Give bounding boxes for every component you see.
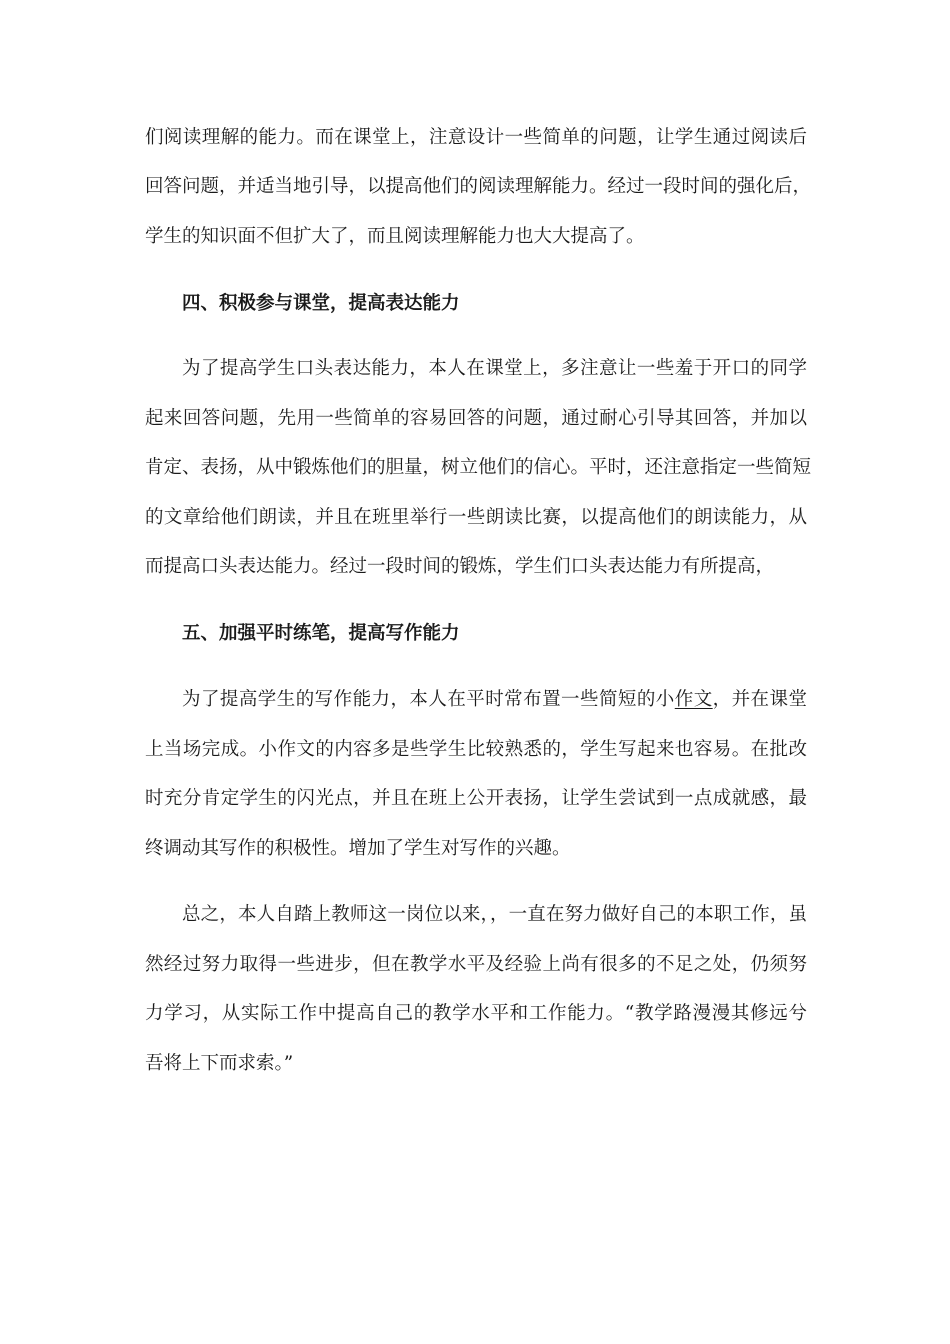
- paragraph-line: 回答问题，并适当地引导，以提高他们的阅读理解能力。经过一段时间的强化后，: [145, 176, 812, 197]
- paragraph-line: 学生的知识面不但扩大了，而且阅读理解能力也大大提高了。: [145, 226, 645, 247]
- underlined-link-text[interactable]: 作文: [674, 689, 713, 710]
- paragraph-line: 肯定、表扬，从中锻炼他们的胆量，树立他们的信心。平时，还注意指定一些简短: [145, 457, 812, 478]
- paragraph-line: 吾将上下而求索。”: [145, 1053, 294, 1074]
- paragraph-line: 总之，本人自踏上教师这一岗位以来，，一直在努力做好自己的本职工作，虽: [182, 904, 807, 925]
- paragraph-line: 终调动其写作的积极性。增加了学生对写作的兴趣。: [145, 838, 571, 859]
- paragraph-line: [182, 685, 807, 715]
- paragraph-line: 然经过努力取得一些进步，但在教学水平及经验上尚有很多的不足之处，仍须努: [145, 954, 807, 975]
- paragraph-text: ，并在课堂: [712, 689, 807, 710]
- section-heading-5: 五、加强平时练笔，提高写作能力: [182, 623, 460, 644]
- paragraph-line: 起来回答问题，先用一些简单的容易回答的问题，通过耐心引导其回答，并加以: [145, 408, 807, 429]
- section-heading-4: 四、积极参与课堂，提高表达能力: [182, 293, 460, 314]
- paragraph-line: 为了提高学生口头表达能力，本人在课堂上，多注意让一些羞于开口的同学: [182, 358, 807, 379]
- paragraph-line: 力学习，从实际工作中提高自己的教学水平和工作能力。“教学路漫漫其修远兮: [145, 1003, 807, 1024]
- paragraph-line: 时充分肯定学生的闪光点，并且在班上公开表扬，让学生尝试到一点成就感，最: [145, 788, 807, 809]
- paragraph-line: 而提高口头表达能力。经过一段时间的锻炼，学生们口头表达能力有所提高，: [145, 556, 775, 577]
- paragraph-text: 为了提高学生的写作能力，本人在平时常布置一些简短的小: [182, 689, 675, 710]
- paragraph-line: 们阅读理解的能力。而在课堂上，注意设计一些简单的问题，让学生通过阅读后: [145, 127, 807, 148]
- paragraph-line: 的文章给他们朗读，并且在班里举行一些朗读比赛，以提高他们的朗读能力，从: [145, 507, 807, 528]
- paragraph-line: 上当场完成。小作文的内容多是些学生比较熟悉的，学生写起来也容易。在批改: [145, 739, 807, 760]
